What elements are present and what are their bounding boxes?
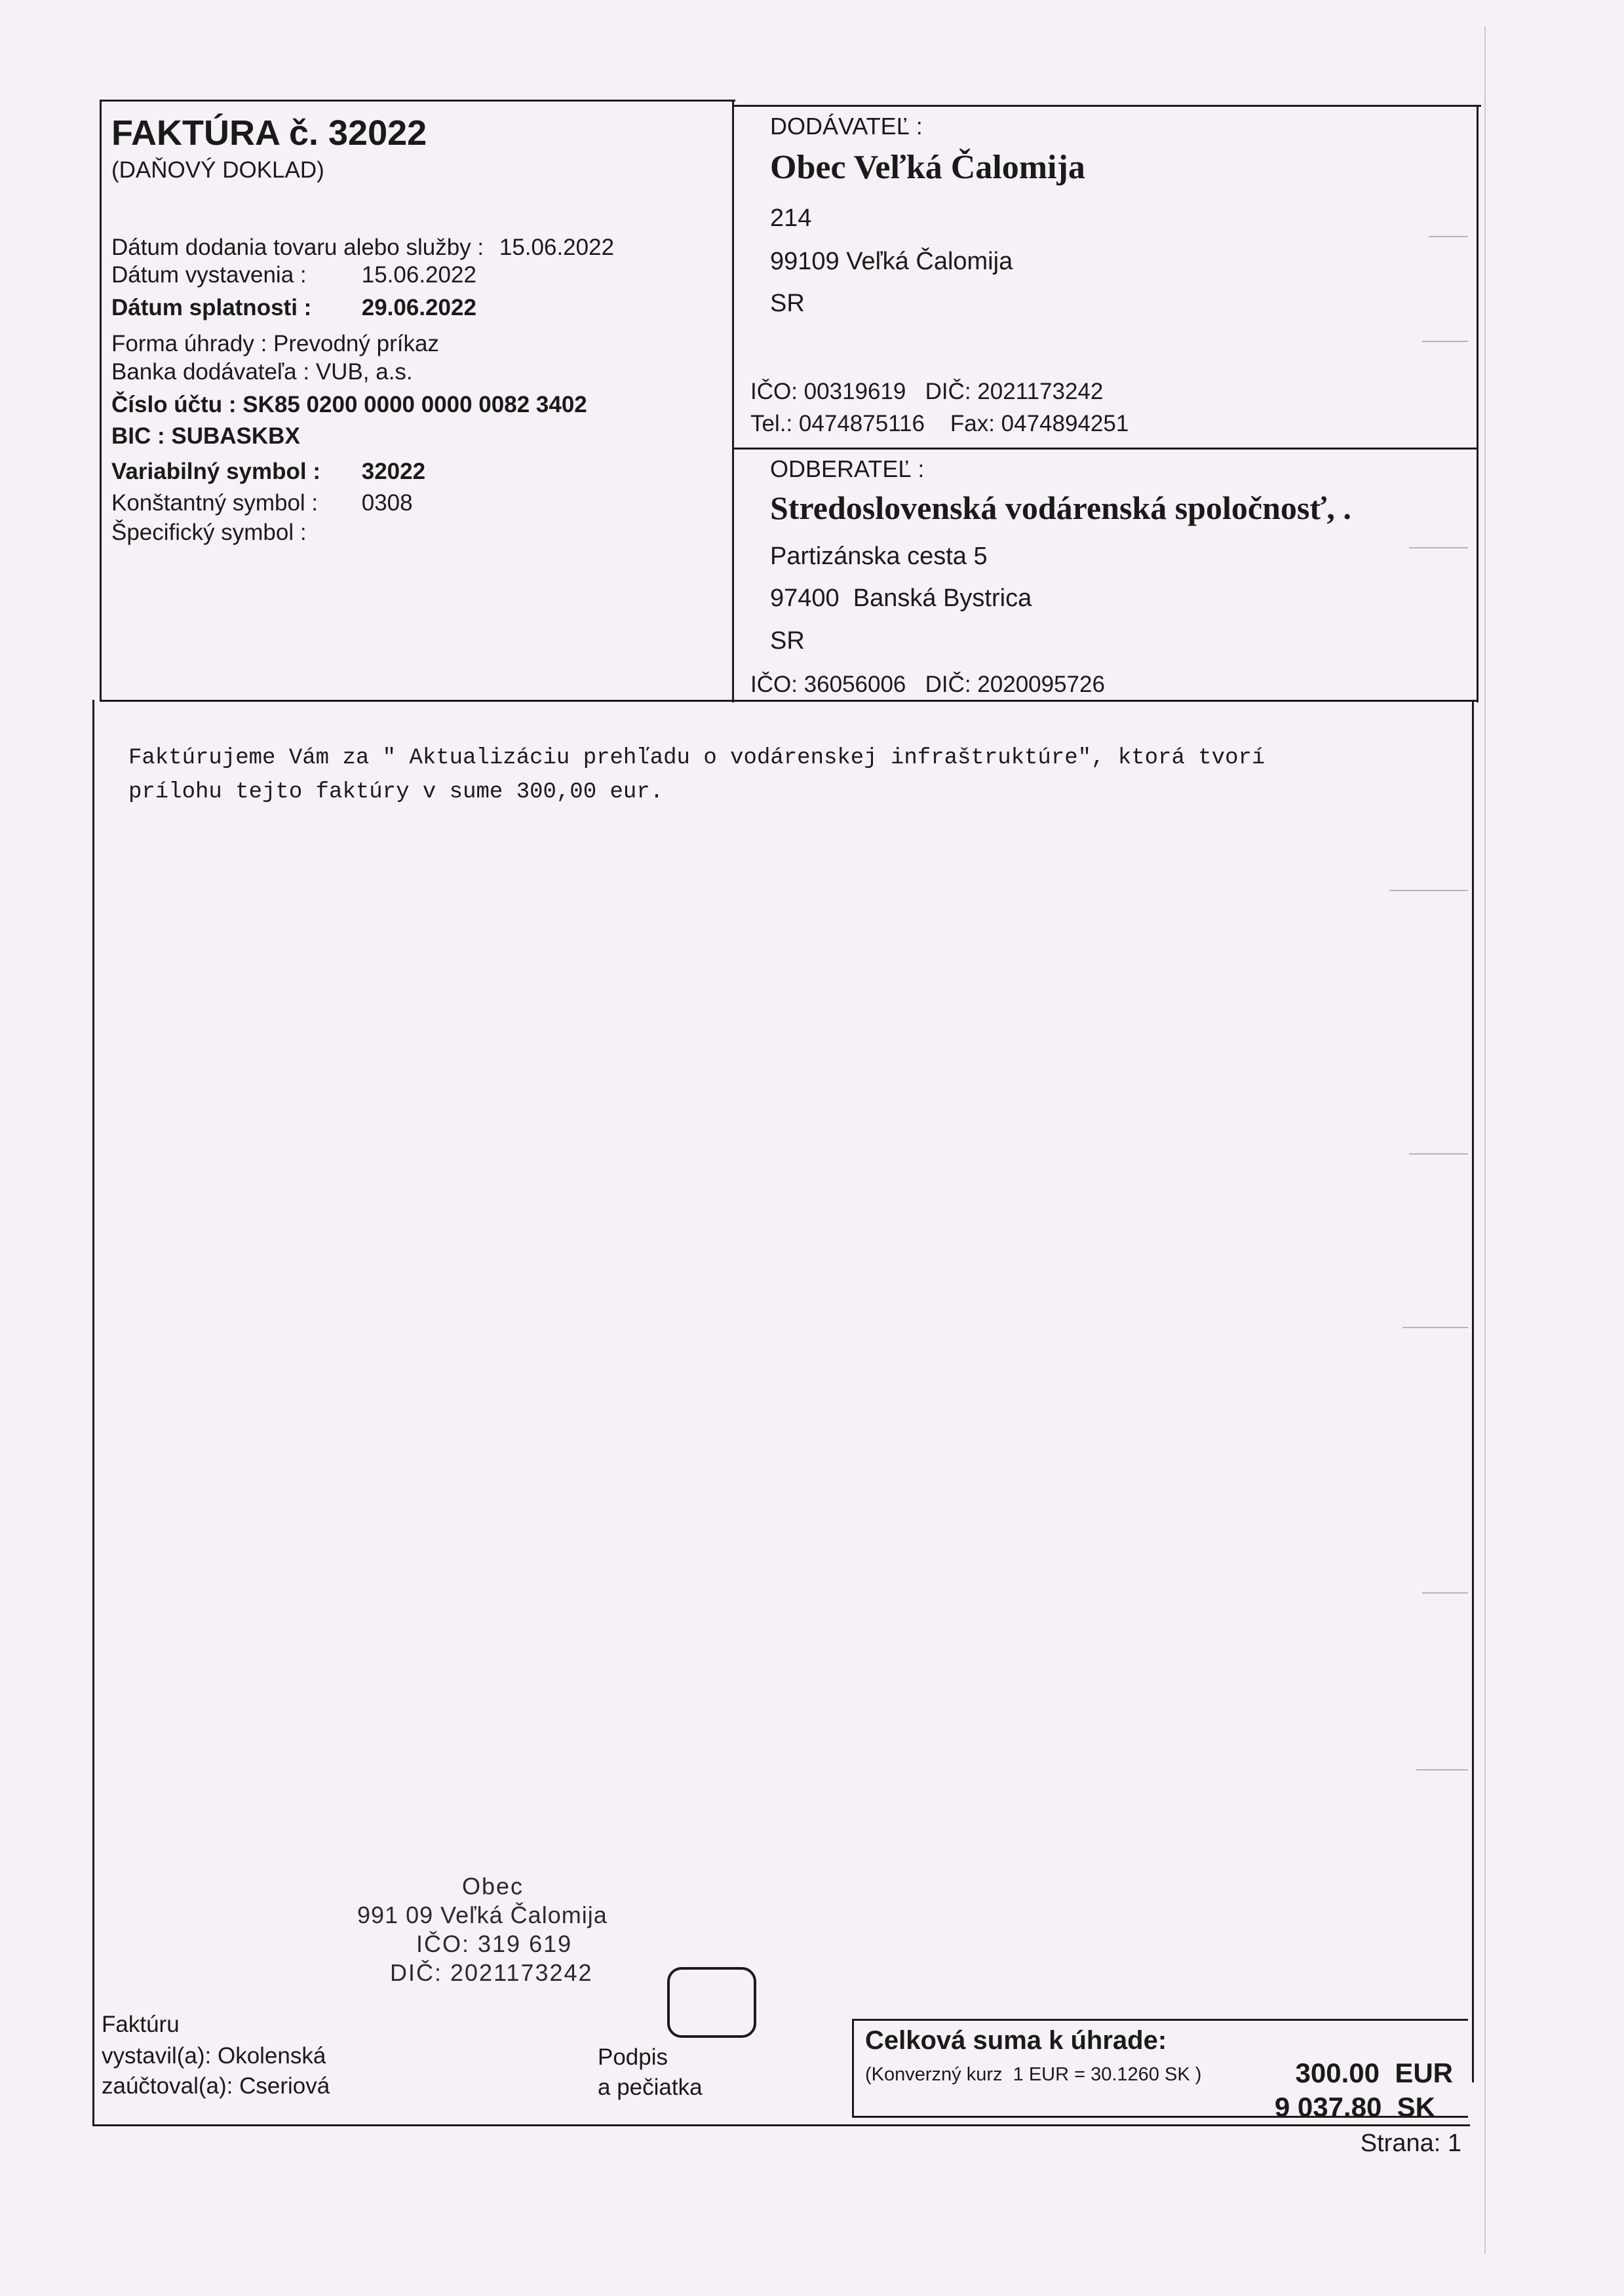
- variable-symbol-value: 32022: [361, 459, 426, 484]
- supplier-heading: DODÁVATEĽ :: [770, 113, 923, 140]
- variable-symbol-label: Variabilný symbol :: [111, 459, 320, 484]
- constant-symbol-value: 0308: [361, 490, 413, 516]
- variable-symbol-row: [111, 459, 425, 485]
- total-eur-value: 300.00 EUR: [1295, 2057, 1453, 2088]
- constant-symbol-label: Konštantný symbol :: [111, 490, 319, 516]
- customer-city: 97400 Banská Bystrica: [770, 584, 1032, 612]
- constant-symbol-row: [111, 490, 413, 516]
- invoice-subtitle: (DAŇOVÝ DOKLAD): [111, 157, 324, 183]
- scan-mark: [1409, 1153, 1468, 1155]
- specific-symbol-label: Špecifický symbol :: [111, 520, 307, 545]
- issue-date-value: 15.06.2022: [361, 262, 476, 288]
- supplier-customer-divider: [732, 448, 1478, 450]
- customer-ids: IČO: 36056006 DIČ: 2020095726: [750, 672, 1105, 697]
- frame-middle-divider: [732, 100, 734, 702]
- invoice-title: FAKTÚRA č. 32022: [111, 113, 427, 153]
- stamp-line-1: Obec: [462, 1873, 524, 1900]
- body-left-line: [92, 700, 94, 2126]
- stamp-line-3: IČO: 319 619: [416, 1930, 573, 1957]
- stamp-line-2: 991 09 Veľká Čalomija: [357, 1902, 608, 1928]
- due-date-row: [111, 295, 476, 321]
- delivery-date-value: 15.06.2022: [499, 235, 615, 260]
- header-bottom-line: [100, 700, 1479, 702]
- account-number: Číslo účtu : SK85 0200 0000 0000 0082 3402: [111, 392, 587, 417]
- frame-top-right: [734, 105, 1481, 107]
- page-number: Strana: 1: [1360, 2130, 1461, 2157]
- scan-mark: [1409, 547, 1468, 548]
- scan-mark: [1402, 1327, 1468, 1328]
- conversion-rate: (Konverzný kurz 1 EUR = 30.1260 SK ): [865, 2064, 1202, 2085]
- supplier-bank: Banka dodávateľa : VUB, a.s.: [111, 359, 413, 385]
- supplier-city: 99109 Veľká Čalomija: [770, 248, 1013, 275]
- issued-by: vystavil(a): Okolenská: [102, 2043, 326, 2069]
- customer-street: Partizánska cesta 5: [770, 543, 988, 570]
- supplier-name: Obec Veľká Čalomija: [770, 149, 1085, 186]
- issued-heading: Faktúru: [102, 2012, 180, 2037]
- supplier-contact: Tel.: 0474875116 Fax: 0474894251: [750, 411, 1129, 436]
- scan-mark: [1484, 26, 1486, 2254]
- total-sk-value: 9 037.80 SK: [1274, 2092, 1435, 2122]
- frame-top-left: [100, 100, 735, 102]
- customer-heading: ODBERATEĽ :: [770, 455, 925, 482]
- stamp-line-4: DIČ: 2021173242: [390, 1959, 593, 1986]
- scan-mark: [1422, 341, 1468, 342]
- scan-mark: [1416, 1769, 1468, 1770]
- delivery-date-label: Dátum dodania tovaru alebo služby :: [111, 235, 484, 260]
- issue-date-label: Dátum vystavenia :: [111, 262, 307, 288]
- accounted-by: zaúčtoval(a): Cseriová: [102, 2073, 330, 2099]
- scan-mark: [1422, 1592, 1468, 1594]
- scan-mark: [1429, 236, 1468, 237]
- signature-label-2: a pečiatka: [598, 2075, 703, 2100]
- customer-country: SR: [770, 627, 805, 655]
- invoice-body-line-2: prílohu tejto faktúry v sume 300,00 eur.: [128, 780, 664, 805]
- supplier-street: 214: [770, 204, 812, 232]
- delivery-date-row: [111, 235, 614, 261]
- signature-label-1: Podpis: [598, 2044, 668, 2070]
- bic-code: BIC : SUBASKBX: [111, 423, 300, 449]
- customer-name: Stredoslovenská vodárenská spoločnosť, .: [770, 489, 1351, 526]
- due-date-value: 29.06.2022: [361, 295, 476, 320]
- scan-mark: [1389, 890, 1468, 891]
- signature-box: [667, 1967, 756, 2038]
- total-label: Celková suma k úhrade:: [865, 2026, 1167, 2055]
- invoice-body-line-1: Faktúrujeme Vám za " Aktualizáciu prehľadu o vodárenskej infraštruktúre", ktorá tvorí: [128, 746, 1266, 771]
- official-stamp: [341, 1873, 655, 1991]
- body-right-line: [1472, 700, 1474, 2082]
- issue-date-row: [111, 262, 476, 288]
- total-box-top: [852, 2019, 1468, 2021]
- footer-bottom-line: [92, 2124, 1470, 2126]
- frame-right: [1477, 105, 1479, 702]
- payment-method: Forma úhrady : Prevodný príkaz: [111, 331, 439, 356]
- supplier-country: SR: [770, 290, 805, 317]
- total-box-left: [852, 2019, 854, 2117]
- supplier-ids: IČO: 00319619 DIČ: 2021173242: [750, 379, 1104, 404]
- due-date-label: Dátum splatnosti :: [111, 295, 312, 320]
- frame-left: [100, 100, 102, 701]
- total-sk: [1259, 2060, 1435, 2123]
